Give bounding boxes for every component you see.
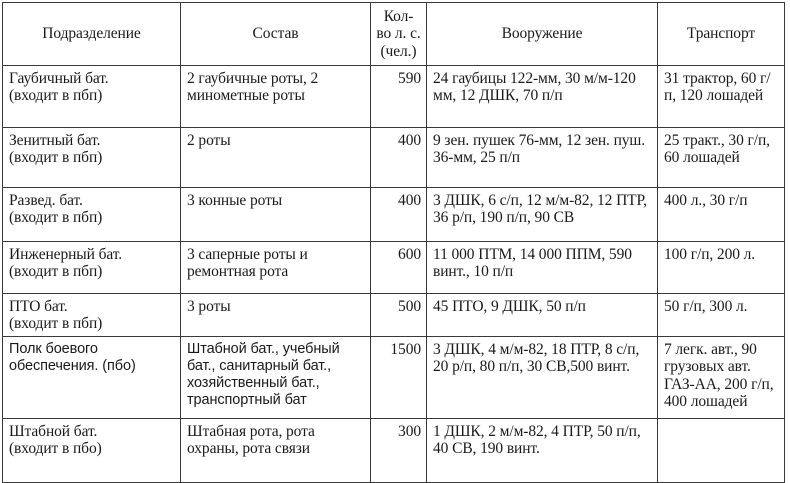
unit-parent: (входит в пбп): [9, 149, 103, 167]
unit-parent: (входит в пбп): [9, 209, 103, 227]
cell-transport: 7 легк. авт., 90 грузовых авт. ГАЗ-АА, 200 г/п, 400 лошадей: [658, 336, 785, 418]
column-header-count-line2: во л. с.: [376, 25, 421, 43]
cell-personnel-count: 300: [371, 418, 427, 482]
cell-weapons: 9 зен. пушек 76-мм, 12 зен. пуш. 36-мм, 25 п/п: [427, 128, 658, 188]
column-header-transport: Транспорт: [658, 3, 785, 66]
cell-personnel-count: 500: [371, 294, 427, 337]
table-row: [3, 418, 785, 482]
table-row: [3, 242, 785, 294]
table-row: [3, 66, 785, 128]
cell-transport: 400 л., 30 г/п: [658, 188, 785, 242]
cell-transport: 31 трактор, 60 г/п, 120 лошадей: [658, 66, 785, 128]
column-header-weapons: Вооружение: [427, 3, 658, 66]
cell-unit: [3, 66, 181, 128]
cell-weapons: 3 ДШК, 4 м/м-82, 18 ПТР, 8 с/п, 20 р/п, 80 п/п, 30 СВ,500 винт.: [427, 336, 658, 418]
cell-composition: 3 саперные роты и ремонтная рота: [181, 242, 371, 294]
unit-name: Зенитный бат.: [9, 132, 101, 150]
cell-weapons: 3 ДШК, 6 с/п, 12 м/м-82, 12 ПТР, 36 р/п, 190 п/п, 90 СВ: [427, 188, 658, 242]
cell-composition: Штабной бат., учебный бат., санитарный бат., хозяйственный бат., транспортный бат: [181, 336, 371, 418]
cell-personnel-count: 1500: [371, 336, 427, 418]
table-row: [3, 128, 785, 188]
cell-weapons: 45 ПТО, 9 ДШК, 50 п/п: [427, 294, 658, 337]
table-header-row: [3, 3, 785, 66]
column-header-count: [371, 3, 427, 66]
unit-organization-table: [2, 2, 785, 483]
cell-unit: [3, 336, 181, 418]
unit-name: Гаубичный бат.: [9, 70, 109, 88]
cell-unit: [3, 128, 181, 188]
cell-weapons: 1 ДШК, 2 м/м-82, 4 ПТР, 50 п/п, 40 СВ, 190 винт.: [427, 418, 658, 482]
cell-personnel-count: 400: [371, 128, 427, 188]
cell-weapons: 24 гаубицы 122-мм, 30 м/м-120 мм, 12 ДШК, 70 п/п: [427, 66, 658, 128]
cell-transport: [658, 418, 785, 482]
unit-parent: (входит в пбп): [9, 315, 103, 333]
cell-transport: 100 г/п, 200 л.: [658, 242, 785, 294]
cell-unit: [3, 188, 181, 242]
table-row: [3, 188, 785, 242]
cell-personnel-count: 400: [371, 188, 427, 242]
unit-name: Развед. бат.: [9, 192, 83, 210]
unit-parent: обеспечения. (пбо): [9, 357, 136, 374]
cell-composition: 2 гаубичные роты, 2 минометные роты: [181, 66, 371, 128]
cell-composition: 3 роты: [181, 294, 371, 337]
unit-parent: (входит в пбо): [9, 440, 102, 458]
cell-composition: Штабная рота, рота охраны, рота связи: [181, 418, 371, 482]
cell-transport: 25 тракт., 30 г/п, 60 лошадей: [658, 128, 785, 188]
cell-unit: [3, 418, 181, 482]
unit-parent: (входит в пбп): [9, 263, 103, 281]
unit-parent: (входит в пбп): [9, 87, 103, 105]
cell-unit: [3, 294, 181, 337]
cell-weapons: 11 000 ПТМ, 14 000 ППМ, 590 винт., 10 п/п: [427, 242, 658, 294]
unit-name: Штабной бат.: [9, 422, 98, 440]
cell-personnel-count: 600: [371, 242, 427, 294]
cell-unit: [3, 242, 181, 294]
unit-name: Полк боевого: [9, 340, 98, 357]
column-header-composition: Состав: [181, 3, 371, 66]
table-body: [3, 66, 785, 483]
unit-name: ПТО бат.: [9, 298, 68, 316]
column-header-unit: Подразделение: [3, 3, 181, 66]
cell-personnel-count: 590: [371, 66, 427, 128]
table-row: [3, 294, 785, 337]
column-header-count-line1: Кол-: [383, 8, 414, 25]
cell-composition: 3 конные роты: [181, 188, 371, 242]
unit-name: Инженерный бат.: [9, 246, 123, 264]
cell-transport: 50 г/п, 300 л.: [658, 294, 785, 337]
cell-composition: 2 роты: [181, 128, 371, 188]
table-header: [3, 3, 785, 66]
table-row: [3, 336, 785, 418]
column-header-count-line3: (чел.): [380, 42, 417, 60]
